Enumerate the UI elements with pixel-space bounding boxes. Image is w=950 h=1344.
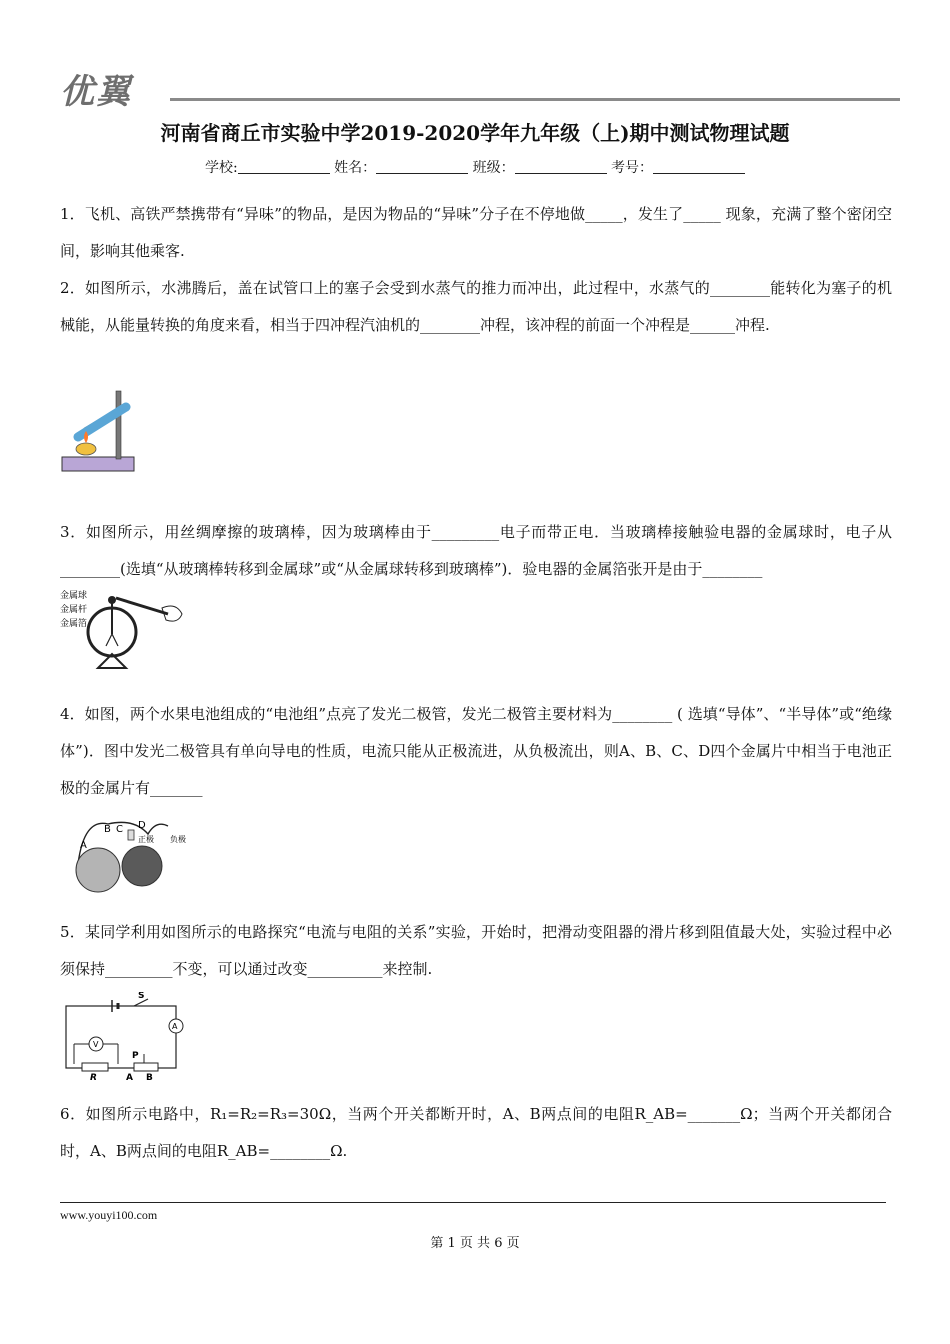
label-c: C [116, 824, 123, 835]
question-4: 4．如图，两个水果电池组成的“电池组”点亮了发光二极管，发光二极管主要材料为________ ( 选填“导体”、“半导体”或“绝缘体”)．图中发光二极管具有单向导电的性质，电流只能从正极流进，从负极流出，则A、B、C、D四个金属片中相当于电池正极的金属片有_______ [60, 705, 892, 797]
question-5: 5．某同学利用如图所示的电路探究“电流与电阻的关系”实验，开始时，把滑动变阻器的滑片移到阻值最大处，实验过程中必须保持_________不变，可以通过改变__________来控制. [60, 923, 892, 978]
label-metal-foil: 金属箔 [60, 619, 88, 629]
circuit-loop [66, 1006, 176, 1068]
exam-no-label: 考号： [611, 160, 654, 176]
exam-no-blank[interactable] [653, 159, 745, 174]
label-p: P [132, 1051, 139, 1061]
foil-left [106, 634, 112, 646]
fruit-left [76, 848, 120, 892]
name-label: 姓名： [334, 160, 377, 176]
class-blank[interactable] [515, 159, 607, 174]
metal-ball [108, 596, 116, 604]
fruit-battery-figure [64, 812, 190, 894]
foil-right [112, 634, 118, 646]
test-tube-figure [60, 385, 140, 477]
label-negative: 负极 [170, 835, 186, 844]
question-1: 1．飞机、高铁严禁携带有“异味”的物品，是因为物品的“异味”分子在不停地做_____，发生了_____ 现象，充满了整个密闭空间，影响其他乘客. [60, 205, 892, 260]
logo-underline [170, 98, 900, 101]
label-metal-rod: 金属杆 [60, 605, 88, 615]
label-voltmeter: V [93, 1040, 99, 1049]
stand-base [62, 457, 134, 471]
student-info-line [0, 157, 950, 177]
circuit-figure [60, 992, 184, 1082]
page-title: 河南省商丘市实验中学2019-2020学年九年级（上)期中测试物理试题 [160, 121, 790, 145]
label-positive: 正极 [138, 835, 154, 844]
class-label: 班级： [472, 160, 515, 176]
logo-text: 优翼 [60, 72, 132, 112]
name-blank[interactable] [376, 159, 468, 174]
school-label: 学校: [204, 160, 238, 176]
label-b: B [104, 824, 111, 835]
question-3: 3．如图所示，用丝绸摩擦的玻璃棒，因为玻璃棒由于_________电子而带正电．当玻璃棒接触验电器的金属球时，电子从________(选填“从玻璃棒转移到金属球”或“从金属球转移到玻璃棒”)．验电器的金属箔张开是由于________ [60, 523, 892, 578]
label-a: A [80, 840, 87, 851]
label-ammeter: A [172, 1022, 178, 1031]
stand-rod [116, 391, 121, 459]
page-number: 第 1 页 共 6 页 [430, 1236, 520, 1251]
label-terminal-b: B [146, 1073, 153, 1082]
logo [60, 62, 900, 112]
label-metal-ball: 金属球 [60, 591, 88, 601]
label-r: R [90, 1073, 97, 1082]
rheostat-icon [134, 1063, 158, 1071]
footer-divider [60, 1202, 886, 1203]
label-terminal-a: A [126, 1073, 133, 1082]
fruit-right [122, 846, 162, 886]
footer-url: www.youyi100.com [60, 1208, 158, 1222]
led-icon [128, 830, 134, 840]
question-6: 6．如图所示电路中，R₁=R₂=R₃=30Ω，当两个开关都断开时，A、B两点间的电阻R_AB=_______Ω；当两个开关都闭合时，A、B两点间的电阻R_AB=________Ω. [60, 1105, 892, 1160]
label-d: D [138, 820, 146, 831]
electroscope-figure [58, 588, 188, 674]
label-s: S [138, 992, 145, 1001]
alcohol-lamp [76, 443, 96, 455]
resistor-r [82, 1063, 108, 1071]
school-blank[interactable] [238, 159, 330, 174]
question-2: 2．如图所示，水沸腾后，盖在试管口上的塞子会受到水蒸气的推力而冲出，此过程中，水蒸气的________能转化为塞子的机械能，从能量转换的角度来看，相当于四冲程汽油机的________冲程，该冲程的前面一个冲程是______冲程. [60, 279, 892, 334]
